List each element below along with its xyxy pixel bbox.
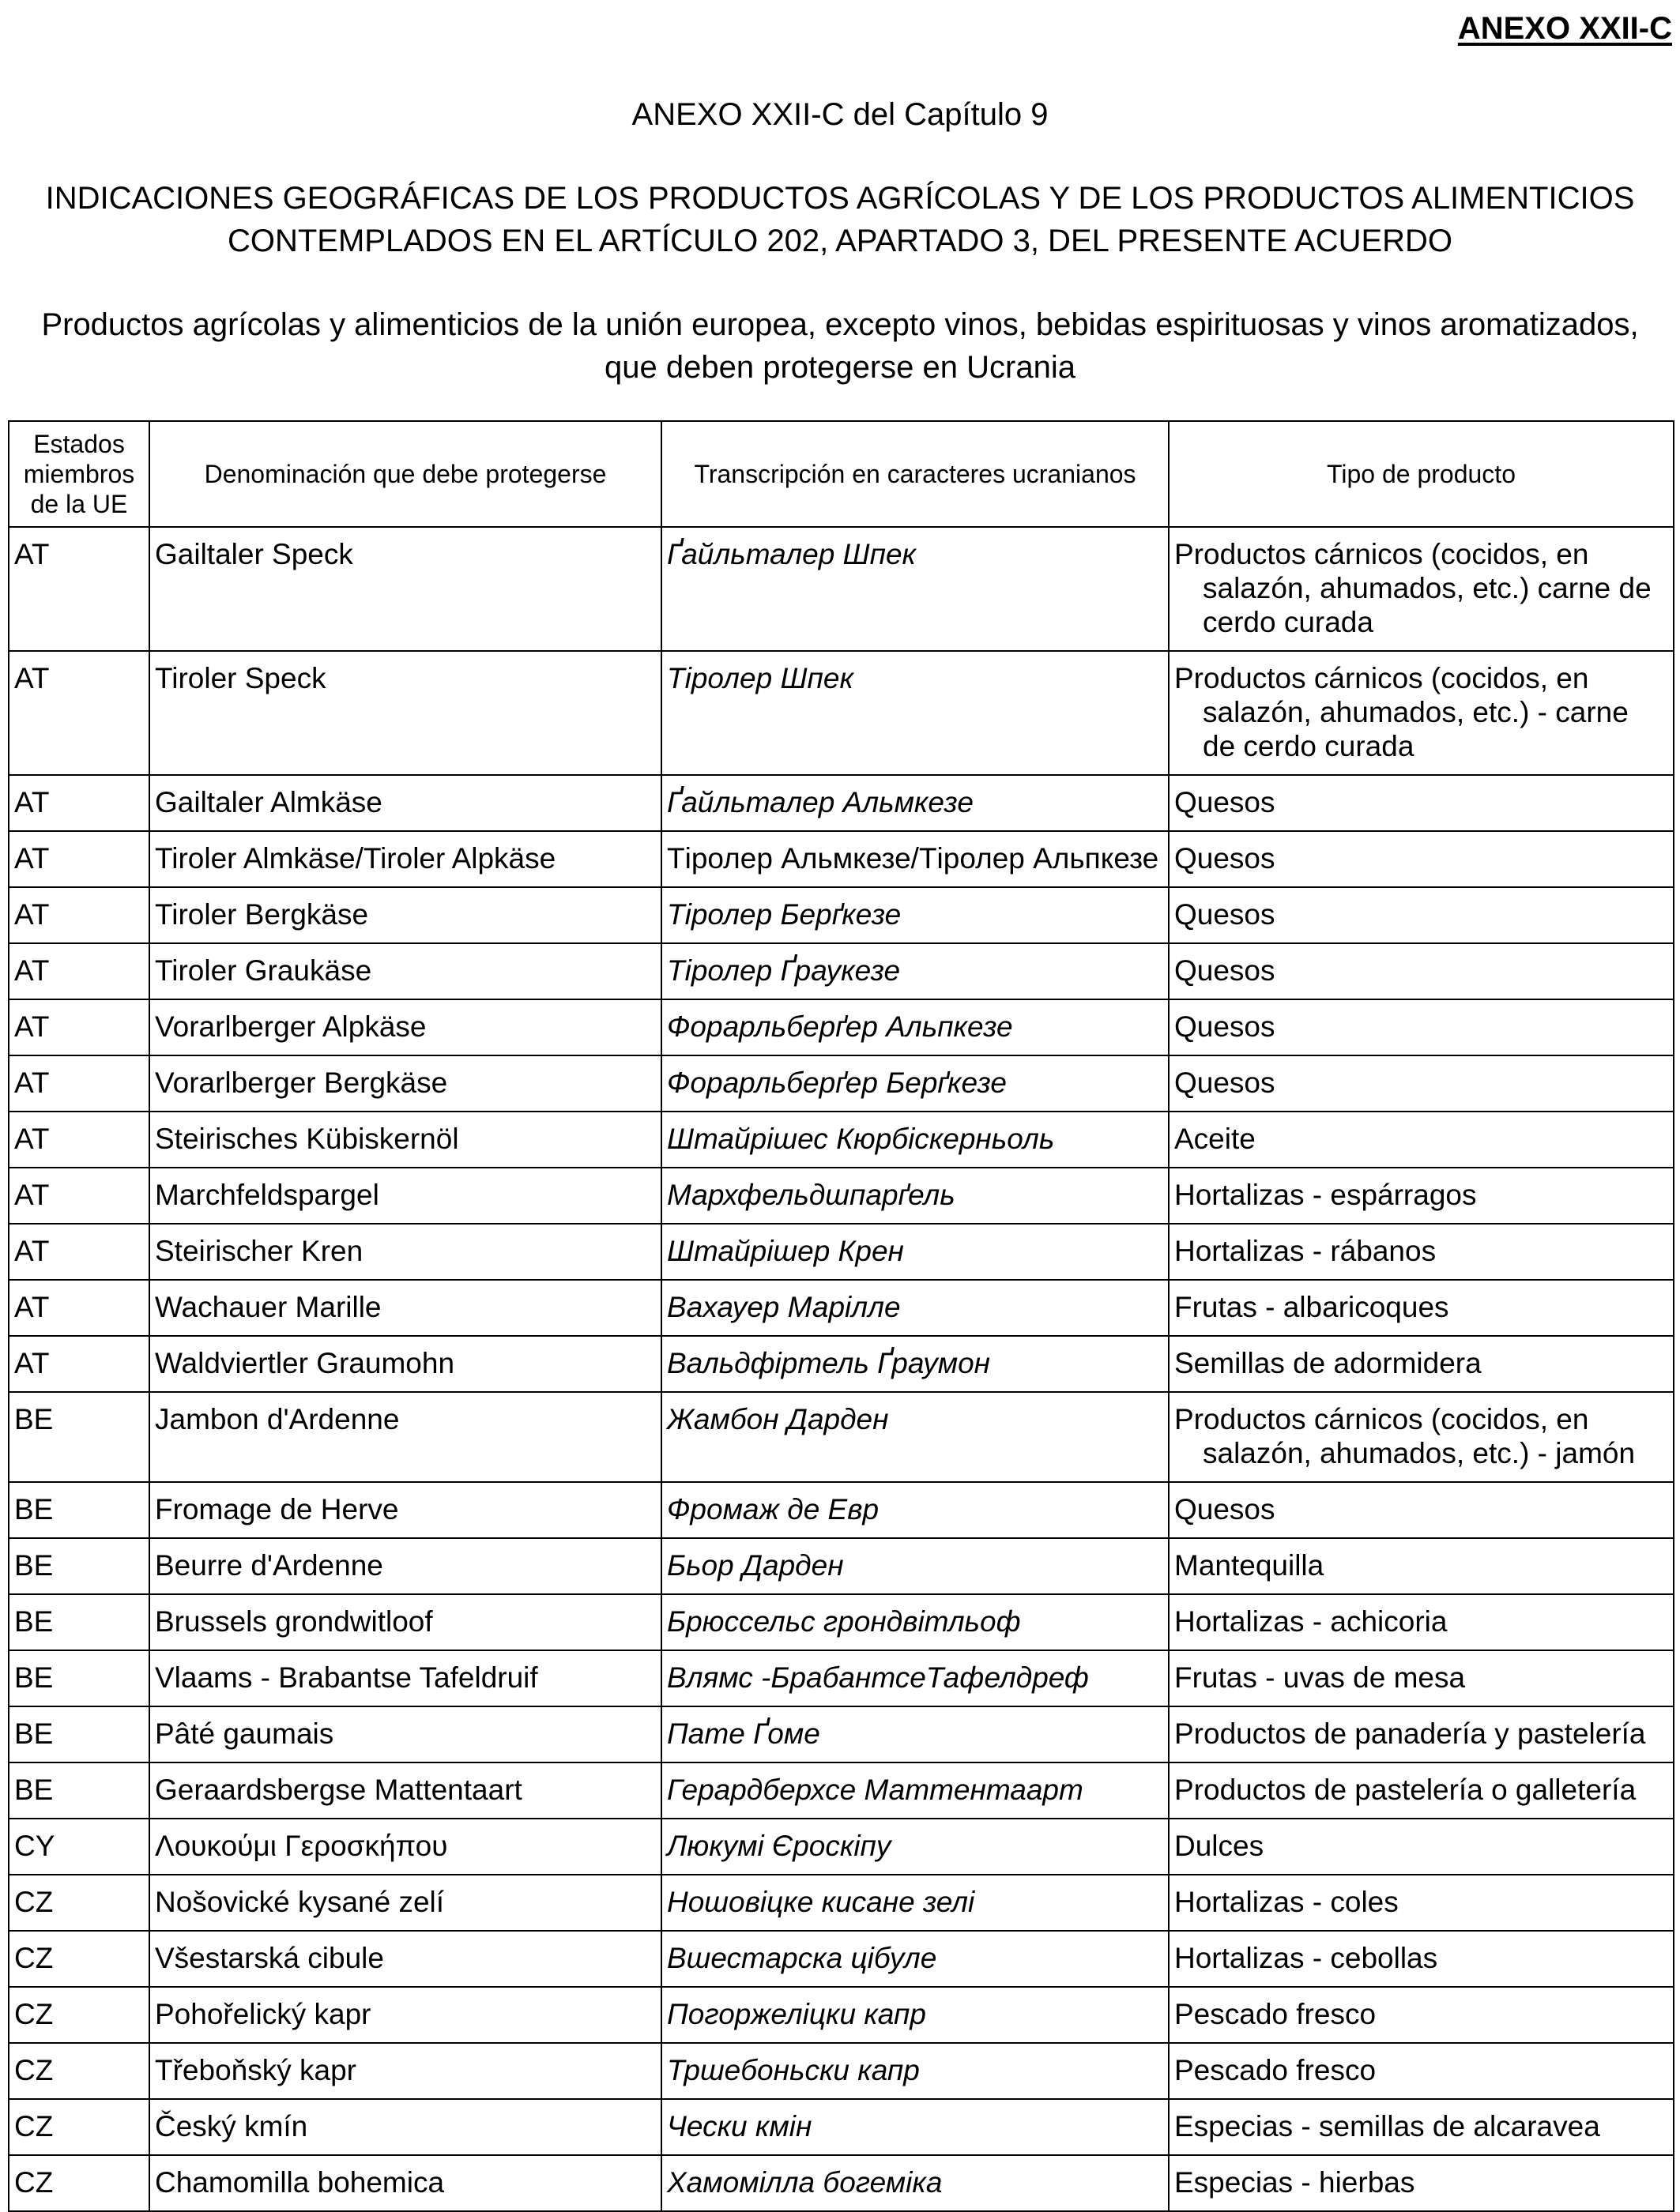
cell-member-state: AT [9,831,149,887]
table-row [9,1392,1674,1482]
table-row [9,1055,1674,1112]
cell-product-type [1169,999,1674,1055]
product-type-text: Especias - semillas de alcaravea [1174,2110,1600,2142]
product-type-text: Pescado fresco [1174,1998,1377,2030]
header-member-states-line: Estados [33,430,125,458]
cell-ukrainian-transcription: Ґайльталер Альмкезе [661,775,1169,831]
cell-denomination: Vlaams - Brabantse Tafeldruif [149,1650,661,1706]
chapter-heading: ANEXO XXII-C del Capítulo 9 [631,97,1049,132]
cell-member-state: AT [9,999,149,1055]
cell-product-type [1169,1224,1674,1280]
table-row [9,831,1674,887]
cell-member-state: BE [9,1762,149,1819]
cell-ukrainian-transcription: Фромаж де Евр [661,1482,1169,1538]
cell-denomination: Gailtaler Almkäse [149,775,661,831]
cell-member-state: BE [9,1538,149,1594]
cell-ukrainian-transcription: Хамомілла богеміка [661,2155,1169,2211]
cell-ukrainian-transcription: Штайрішес Кюрбіскерньоль [661,1112,1169,1168]
cell-product-type [1169,1706,1674,1762]
cell-denomination: Marchfeldspargel [149,1168,661,1224]
product-type-text: Productos de panadería y pastelería [1174,1717,1646,1750]
cell-denomination: Beurre d'Ardenne [149,1538,661,1594]
product-type-text: Especias - hierbas [1174,2166,1415,2199]
product-type-text: Quesos [1174,786,1275,818]
cell-ukrainian-transcription: Погоржеліцки капр [661,1987,1169,2043]
cell-ukrainian-transcription: Герардберхсе Маттентаарт [661,1762,1169,1819]
cell-member-state: AT [9,1280,149,1336]
product-type-text: Quesos [1174,1066,1275,1099]
product-type-text: Productos cárnicos (cocidos, en salazón, ahumados, etc.) - jamón [1174,1403,1636,1469]
header-product-type: Tipo de producto [1169,421,1674,527]
document-subtitle-line: Productos agrícolas y alimenticios de la unión europea, excepto vinos, bebidas espirituosas y vinos aromatizados, [41,307,1639,342]
cell-product-type [1169,1650,1674,1706]
cell-product-type [1169,775,1674,831]
cell-ukrainian-transcription: Тіролер Ґраукезе [661,943,1169,999]
cell-member-state: CZ [9,1987,149,2043]
cell-ukrainian-transcription: Тіролер Берґкезе [661,887,1169,943]
product-type-text: Frutas - albaricoques [1174,1291,1449,1323]
cell-denomination: Tiroler Bergkäse [149,887,661,943]
cell-product-type [1169,1336,1674,1392]
cell-product-type [1169,1055,1674,1112]
cell-member-state: AT [9,651,149,775]
cell-member-state: BE [9,1706,149,1762]
table-row [9,775,1674,831]
cell-ukrainian-transcription: Чески кмін [661,2099,1169,2155]
cell-product-type [1169,1280,1674,1336]
table-row [9,1875,1674,1931]
product-type-text: Hortalizas - espárragos [1174,1179,1477,1211]
cell-ukrainian-transcription: Мархфельдшпарґель [661,1168,1169,1224]
table-row [9,1280,1674,1336]
cell-denomination: Λουκούμι Γεροσκήπου [149,1819,661,1875]
cell-ukrainian-transcription: Тршебоньски капр [661,2043,1169,2099]
table-body [9,527,1674,2211]
cell-ukrainian-transcription: Люкумі Єроскіпу [661,1819,1169,1875]
cell-ukrainian-transcription: Вальдфіртель Ґраумон [661,1336,1169,1392]
cell-product-type [1169,1762,1674,1819]
product-type-text: Productos cárnicos (cocidos, en salazón, ahumados, etc.) - carne de cerdo curada [1174,662,1629,762]
cell-product-type [1169,1819,1674,1875]
product-type-text: Quesos [1174,1010,1275,1043]
cell-product-type [1169,1168,1674,1224]
table-row [9,1168,1674,1224]
cell-product-type [1169,1931,1674,1987]
table-row [9,1819,1674,1875]
cell-denomination: Tiroler Graukäse [149,943,661,999]
cell-ukrainian-transcription: Влямс -БрабантсеТафелдреф [661,1650,1169,1706]
cell-member-state: BE [9,1392,149,1482]
cell-ukrainian-transcription: Брюссельс грондвітльоф [661,1594,1169,1650]
cell-ukrainian-transcription: Форарльберґер Альпкезе [661,999,1169,1055]
product-type-text: Quesos [1174,898,1275,931]
cell-member-state: AT [9,1055,149,1112]
product-type-text: Quesos [1174,842,1275,875]
cell-ukrainian-transcription: Бьор Дарден [661,1538,1169,1594]
cell-member-state: CZ [9,1931,149,1987]
cell-member-state: BE [9,1594,149,1650]
cell-product-type [1169,651,1674,775]
product-type-text: Hortalizas - coles [1174,1886,1399,1918]
product-type-text: Dulces [1174,1830,1264,1862]
cell-member-state: BE [9,1482,149,1538]
annex-tag: ANEXO XXII-C [1457,11,1672,46]
cell-denomination: Brussels grondwitloof [149,1594,661,1650]
cell-member-state: AT [9,527,149,651]
table-row [9,1987,1674,2043]
cell-product-type [1169,1594,1674,1650]
cell-ukrainian-transcription: Тіролер Альмкезе/Тіролер Альпкезе [661,831,1169,887]
cell-member-state: AT [9,1336,149,1392]
cell-denomination: Jambon d'Ardenne [149,1392,661,1482]
cell-product-type [1169,1392,1674,1482]
header-member-states-line: miembros [23,460,135,488]
cell-denomination: Všestarská cibule [149,1931,661,1987]
table-row [9,1931,1674,1987]
cell-denomination: Fromage de Herve [149,1482,661,1538]
table-row [9,2043,1674,2099]
cell-product-type [1169,2155,1674,2211]
table-row [9,1762,1674,1819]
cell-denomination: Steirischer Kren [149,1224,661,1280]
cell-denomination: Waldviertler Graumohn [149,1336,661,1392]
cell-product-type [1169,2099,1674,2155]
product-type-text: Pescado fresco [1174,2054,1377,2086]
table-row [9,1336,1674,1392]
table-row [9,1482,1674,1538]
product-type-text: Quesos [1174,954,1275,987]
product-type-text: Productos de pastelería o galletería [1174,1774,1637,1806]
table-row [9,1224,1674,1280]
table-row [9,1538,1674,1594]
cell-member-state: BE [9,1650,149,1706]
cell-ukrainian-transcription: Ношовіцке кисане зелі [661,1875,1169,1931]
cell-denomination: Wachauer Marille [149,1280,661,1336]
cell-denomination: Český kmín [149,2099,661,2155]
header-denomination: Denominación que debe protegerse [149,421,661,527]
cell-denomination: Nošovické kysané zelí [149,1875,661,1931]
cell-denomination: Třeboňský kapr [149,2043,661,2099]
product-type-text: Frutas - uvas de mesa [1174,1661,1466,1694]
product-type-text: Semillas de adormidera [1174,1347,1482,1379]
cell-ukrainian-transcription: Штайрішер Крен [661,1224,1169,1280]
cell-product-type [1169,1112,1674,1168]
cell-denomination: Pâté gaumais [149,1706,661,1762]
product-type-text: Hortalizas - cebollas [1174,1942,1438,1974]
cell-member-state: CZ [9,2099,149,2155]
cell-member-state: AT [9,1112,149,1168]
table-row [9,1594,1674,1650]
table-row [9,651,1674,775]
document-title-line: CONTEMPLADOS EN EL ARTÍCULO 202, APARTADO 3, DEL PRESENTE ACUERDO [227,224,1453,258]
cell-ukrainian-transcription: Форарльберґер Берґкезе [661,1055,1169,1112]
product-type-text: Aceite [1174,1123,1256,1155]
table-row [9,2155,1674,2211]
product-type-text: Productos cárnicos (cocidos, en salazón, ahumados, etc.) carne de cerdo curada [1174,538,1652,638]
table-row [9,1112,1674,1168]
cell-denomination: Vorarlberger Bergkäse [149,1055,661,1112]
cell-product-type [1169,887,1674,943]
table-row [9,2099,1674,2155]
cell-denomination: Vorarlberger Alpkäse [149,999,661,1055]
table-row [9,887,1674,943]
cell-product-type [1169,527,1674,651]
cell-member-state: AT [9,943,149,999]
cell-ukrainian-transcription: Ґайльталер Шпек [661,527,1169,651]
document-subtitle [0,303,1680,389]
cell-denomination: Tiroler Almkäse/Tiroler Alpkäse [149,831,661,887]
cell-denomination: Pohořelický kapr [149,1987,661,2043]
cell-denomination: Steirisches Kübiskernöl [149,1112,661,1168]
table-row [9,1650,1674,1706]
cell-denomination: Chamomilla bohemica [149,2155,661,2211]
document-title [0,177,1680,262]
cell-member-state: CZ [9,2043,149,2099]
cell-product-type [1169,831,1674,887]
product-type-text: Hortalizas - achicoria [1174,1605,1448,1638]
cell-product-type [1169,1987,1674,2043]
geographical-indications-table [8,420,1674,2212]
product-type-text: Hortalizas - rábanos [1174,1235,1437,1267]
cell-ukrainian-transcription: Жамбон Дарден [661,1392,1169,1482]
cell-product-type [1169,943,1674,999]
cell-member-state: CY [9,1819,149,1875]
table-row [9,943,1674,999]
cell-product-type [1169,1538,1674,1594]
header-member-states-line: de la UE [30,490,128,518]
cell-product-type [1169,2043,1674,2099]
cell-denomination: Gailtaler Speck [149,527,661,651]
cell-member-state: CZ [9,2155,149,2211]
cell-member-state: AT [9,775,149,831]
document-subtitle-line: que deben protegerse en Ucrania [605,350,1075,385]
product-type-text: Mantequilla [1174,1549,1324,1582]
cell-member-state: AT [9,1168,149,1224]
table-row [9,999,1674,1055]
cell-member-state: AT [9,1224,149,1280]
cell-product-type [1169,1482,1674,1538]
cell-ukrainian-transcription: Вшестарска цібуле [661,1931,1169,1987]
table-header-row [9,421,1674,527]
cell-ukrainian-transcription: Пате Ґоме [661,1706,1169,1762]
product-type-text: Quesos [1174,1493,1275,1525]
cell-ukrainian-transcription: Тіролер Шпек [661,651,1169,775]
cell-denomination: Geraardsbergse Mattentaart [149,1762,661,1819]
cell-ukrainian-transcription: Вахауер Марілле [661,1280,1169,1336]
cell-member-state: AT [9,887,149,943]
header-member-states [9,421,149,527]
table-row [9,1706,1674,1762]
table-row [9,527,1674,651]
cell-product-type [1169,1875,1674,1931]
document-title-line: INDICACIONES GEOGRÁFICAS DE LOS PRODUCTOS AGRÍCOLAS Y DE LOS PRODUCTOS ALIMENTICIOS [45,181,1635,216]
cell-member-state: CZ [9,1875,149,1931]
cell-denomination: Tiroler Speck [149,651,661,775]
header-transcription: Transcripción en caracteres ucranianos [661,421,1169,527]
